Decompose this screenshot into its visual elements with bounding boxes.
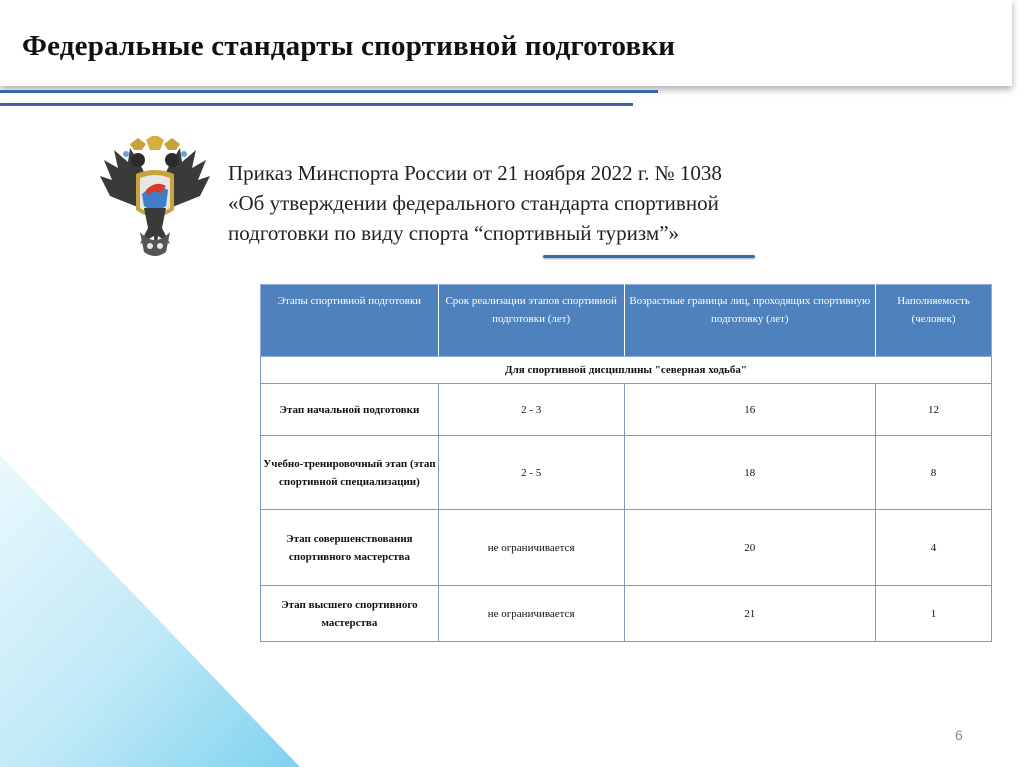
cell-age: 20 <box>624 510 876 586</box>
cell-size: 12 <box>876 384 992 436</box>
cell-age: 16 <box>624 384 876 436</box>
table-header-row <box>261 285 992 357</box>
cell-stage: Учебно-тренировочный этап (этап спортивной специализации) <box>261 436 439 510</box>
order-line-3: подготовки по виду спорта “спортивный туризм”» <box>228 221 680 245</box>
order-reference <box>228 158 868 248</box>
cell-stage: Этап высшего спортивного мастерства <box>261 586 439 642</box>
cell-age: 18 <box>624 436 876 510</box>
cell-term: 2 - 3 <box>438 384 624 436</box>
cell-term: не ограничивается <box>438 586 624 642</box>
cell-age: 21 <box>624 586 876 642</box>
table-row <box>261 586 992 642</box>
order-underline <box>543 255 755 258</box>
standards-table <box>260 284 992 642</box>
cell-size: 1 <box>876 586 992 642</box>
decorative-triangle <box>0 455 300 767</box>
cell-size: 4 <box>876 510 992 586</box>
order-line-1: Приказ Минспорта России от 21 ноября 2022 г. № 1038 <box>228 161 722 185</box>
title-band <box>0 0 1012 86</box>
header-age: Возрастные границы лиц, проходящих спортивную подготовку (лет) <box>624 285 876 357</box>
group-label: Для спортивной дисциплины "северная ходьба" <box>261 357 992 384</box>
table-row <box>261 384 992 436</box>
table-group-row <box>261 357 992 384</box>
cell-stage: Этап совершенствования спортивного мастерства <box>261 510 439 586</box>
table-row <box>261 436 992 510</box>
header-stage: Этапы спортивной подготовки <box>261 285 439 357</box>
page-number: 6 <box>955 727 963 743</box>
table-row <box>261 510 992 586</box>
title-underline-top <box>0 90 658 93</box>
header-size: Наполняемость (человек) <box>876 285 992 357</box>
cell-stage: Этап начальной подготовки <box>261 384 439 436</box>
standards-table-container <box>260 284 992 643</box>
header-term: Срок реализации этапов спортивной подготовки (лет) <box>438 285 624 357</box>
cell-term: 2 - 5 <box>438 436 624 510</box>
title-underline-bottom <box>0 103 633 106</box>
cell-term: не ограничивается <box>438 510 624 586</box>
ministry-emblem-icon <box>100 136 210 266</box>
cell-size: 8 <box>876 436 992 510</box>
order-line-2: «Об утверждении федерального стандарта спортивной <box>228 191 719 215</box>
page-title: Федеральные стандарты спортивной подготовки <box>22 30 676 62</box>
